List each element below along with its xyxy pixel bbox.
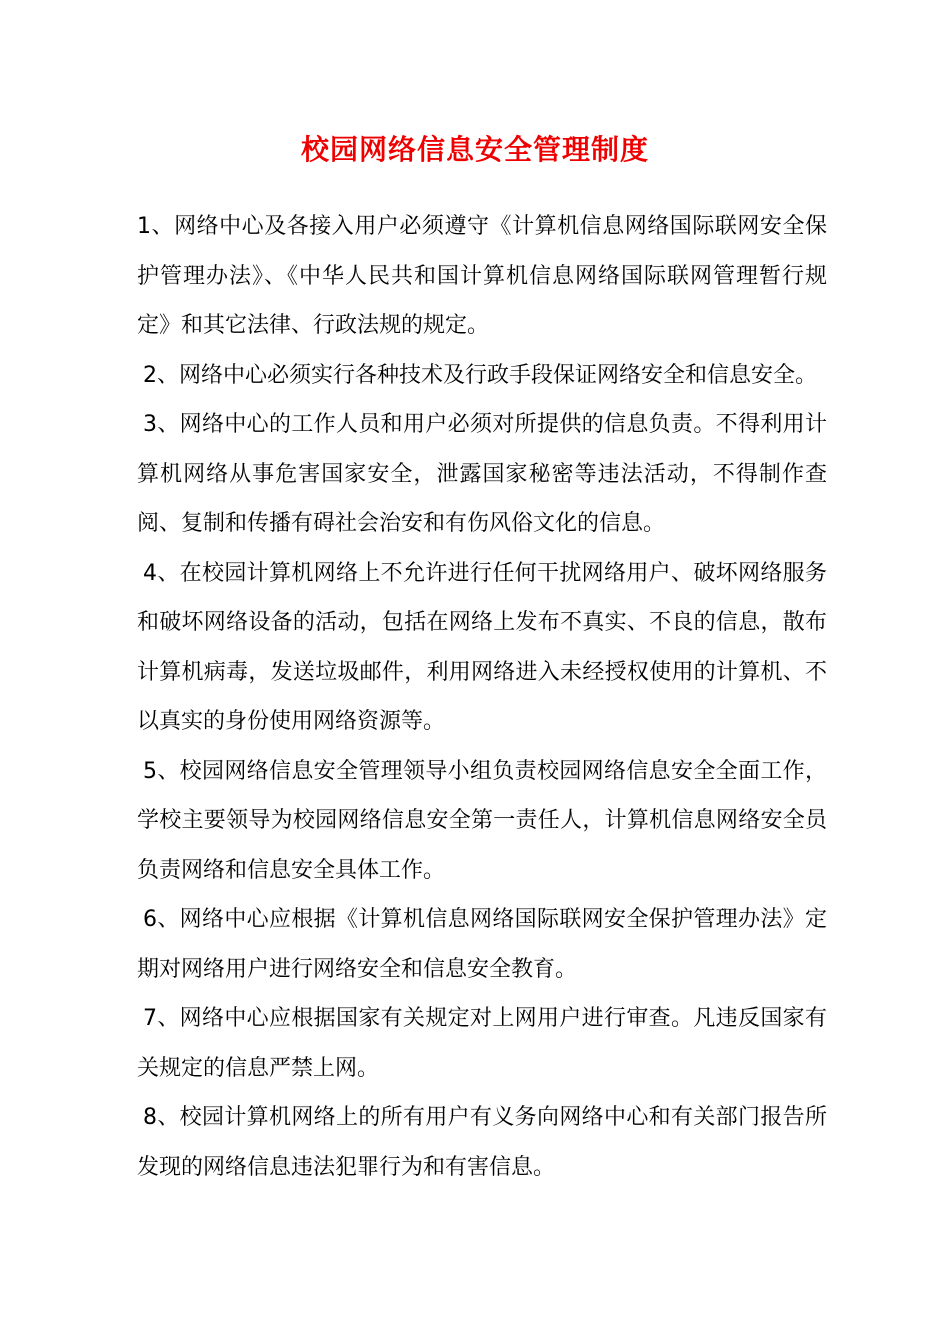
paragraph-6: 6、网络中心应根据《计算机信息网络国际联网安全保护管理办法》定期对网络用户进行网络安全和信息安全教育。 — [137, 907, 827, 982]
paragraph-1: 1、网络中心及各接入用户必须遵守《计算机信息网络国际联网安全保护管理办法》、《中华人民共和国计算机信息网络国际联网管理暂行规定》和其它法律、行政法规的规定。 — [137, 214, 827, 338]
paragraph-2: 2、网络中心必须实行各种技术及行政手段保证网络安全和信息安全。 — [143, 362, 817, 388]
paragraph-4: 4、在校园计算机网络上不允许进行任何干扰网络用户、破坏网络服务和破坏网络设备的活动，包括在网络上发布不真实、不良的信息，散布计算机病毒，发送垃圾邮件，利用网络进入未经授权使用的计算机、不以真实的身份使用网络资源等。 — [137, 560, 827, 734]
paragraph-8: 8、校园计算机网络上的所有用户有义务向网络中心和有关部门报告所发现的网络信息违法犯罪行为和有害信息。 — [137, 1105, 827, 1180]
document-title: 校园网络信息安全管理制度 — [300, 133, 649, 166]
paragraph-3: 3、网络中心的工作人员和用户必须对所提供的信息负责。不得利用计算机网络从事危害国家安全，泄露国家秘密等违法活动，不得制作查阅、复制和传播有碍社会治安和有伤风俗文化的信息。 — [137, 412, 827, 536]
paragraph-7: 7、网络中心应根据国家有关规定对上网用户进行审查。凡违反国家有关规定的信息严禁上网。 — [137, 1006, 827, 1081]
document-body — [137, 202, 827, 1192]
paragraph-5: 5、校园网络信息安全管理领导小组负责校园网络信息安全全面工作，学校主要领导为校园网络信息安全第一责任人，计算机信息网络安全员负责网络和信息安全具体工作。 — [137, 758, 827, 883]
